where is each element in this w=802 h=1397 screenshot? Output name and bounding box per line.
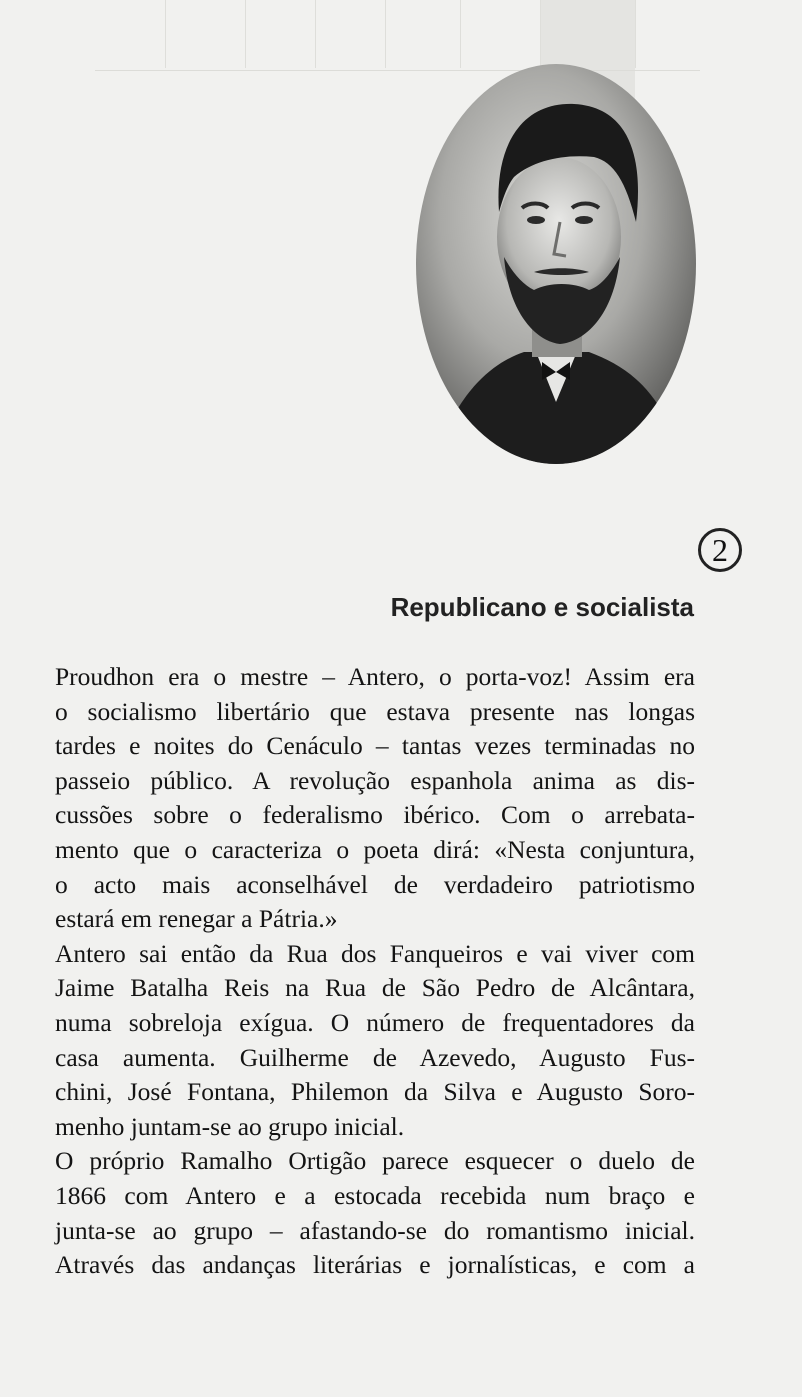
text-line: casa aumenta. Guilherme de Azevedo, Augusto Fus- <box>55 1042 695 1072</box>
text-line: Proudhon era o mestre – Antero, o porta-voz! Assim era <box>55 662 695 691</box>
text-line: numa sobreloja exígua. O número de frequentadores da <box>55 1007 695 1037</box>
text-line: chini, José Fontana, Philemon da Silva e Augusto Soro- <box>55 1077 695 1107</box>
text-line: junta-se ao grupo – afastando-se do romantismo inicial. <box>55 1215 695 1245</box>
section-title: Republicano e socialista <box>390 592 694 622</box>
text-line: O próprio Ramalho Ortigão parece esquecer o duelo de <box>55 1146 695 1176</box>
chapter-number-badge: 2 <box>698 528 742 572</box>
table-rule <box>385 0 386 68</box>
text-line: o acto mais aconselhável de verdadeiro patriotismo <box>55 869 695 899</box>
table-rule <box>460 0 461 68</box>
table-rule <box>315 0 316 68</box>
table-rule <box>245 0 246 68</box>
text-line: 1866 com Antero e a estocada recebida num braço e <box>55 1180 695 1210</box>
text-line: estará em renegar a Pátria.» <box>55 904 338 934</box>
text-line: Antero sai então da Rua dos Fanqueiros e vai viver com <box>55 938 695 968</box>
body-text <box>55 660 695 1283</box>
table-rule <box>540 0 541 68</box>
text-line: tardes e noites do Cenáculo – tantas vezes terminadas no <box>55 731 695 761</box>
text-line: o socialismo libertário que estava presente nas longas <box>55 696 695 726</box>
text-line: passeio público. A revolução espanhola anima as dis- <box>55 765 695 795</box>
text-line: menho juntam-se ao grupo inicial. <box>55 1111 405 1141</box>
text-line: mento que o caracteriza o poeta dirá: «Nesta conjuntura, <box>55 834 695 864</box>
text-line: Através das andanças literárias e jornalísticas, e com a <box>55 1250 695 1280</box>
text-line: Jaime Batalha Reis na Rua de São Pedro de Alcântara, <box>55 973 695 1003</box>
table-rule <box>165 0 166 68</box>
text-line: cussões sobre o federalismo ibérico. Com o arrebata- <box>55 800 695 830</box>
show-through-table <box>95 0 700 71</box>
table-rule <box>635 0 636 68</box>
portrait-photo <box>414 62 698 466</box>
